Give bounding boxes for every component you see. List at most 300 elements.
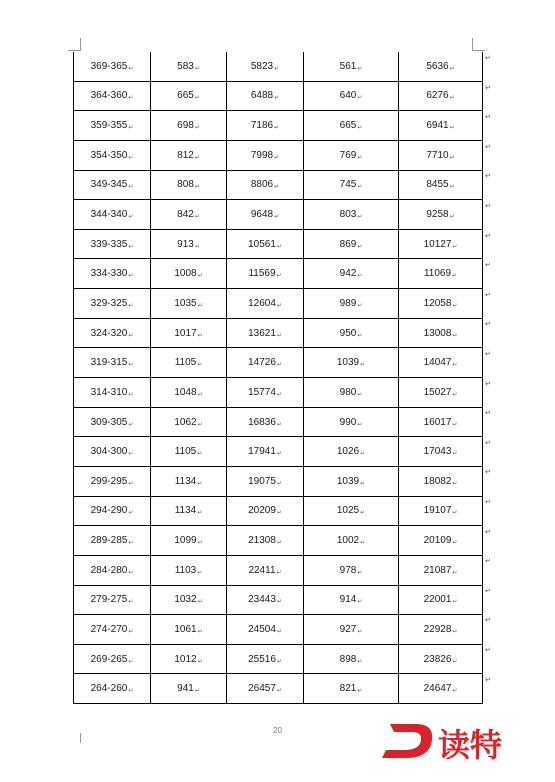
cell-value: 561 xyxy=(339,60,357,72)
cell-value: 364-360 xyxy=(90,90,128,102)
cell-end-mark: ↵ xyxy=(357,569,363,576)
cell-end-mark: ↵ xyxy=(452,688,458,695)
table-cell xyxy=(227,140,304,170)
row-end-mark: ↵ xyxy=(485,380,491,388)
cell-value: 941 xyxy=(177,683,194,695)
cell-value: 17941 xyxy=(248,446,276,458)
table-cell xyxy=(151,555,227,585)
row-end-mark: ↵ xyxy=(485,55,491,62)
table-cell xyxy=(227,674,304,704)
cell-end-mark: ↵ xyxy=(449,65,455,72)
cell-value: 914 xyxy=(339,594,357,606)
cell-value: 21308 xyxy=(248,535,276,547)
table-cell xyxy=(151,200,227,230)
cell-end-mark: ↵ xyxy=(452,391,458,398)
table-row xyxy=(74,378,483,408)
cell-end-mark: ↵ xyxy=(194,243,200,250)
cell-value: 1039 xyxy=(336,357,360,369)
table-cell xyxy=(151,289,227,319)
cell-end-mark: ↵ xyxy=(357,658,363,665)
dute-logo xyxy=(376,718,516,766)
cell-end-mark: ↵ xyxy=(449,125,455,132)
table-cell xyxy=(227,348,304,378)
cell-end-mark: ↵ xyxy=(274,184,280,191)
row-end-mark: ↵ xyxy=(485,203,491,210)
cell-end-mark: ↵ xyxy=(357,243,363,250)
cell-end-mark: ↵ xyxy=(274,214,280,221)
cell-value: 6941 xyxy=(426,120,449,132)
table-cell xyxy=(74,170,151,200)
cell-value: 898 xyxy=(339,653,357,665)
cell-value: 950 xyxy=(339,327,357,339)
cell-end-mark: ↵ xyxy=(357,154,363,161)
cell-value: 304-300 xyxy=(90,446,128,458)
row-end-mark: ↵ xyxy=(485,587,491,595)
cell-end-mark: ↵ xyxy=(452,273,458,280)
table-row xyxy=(74,674,483,704)
row-end-mark: ↵ xyxy=(485,676,491,684)
table-row xyxy=(74,318,483,348)
table-cell xyxy=(74,585,151,615)
cell-value: 22001 xyxy=(423,594,452,606)
cell-end-mark: ↵ xyxy=(452,599,458,606)
cell-end-mark: ↵ xyxy=(128,421,134,428)
table-cell xyxy=(151,674,227,704)
table-cell xyxy=(304,378,399,408)
table-cell xyxy=(151,496,227,526)
table-cell xyxy=(304,466,399,496)
table-cell xyxy=(151,229,227,259)
cell-end-mark: ↵ xyxy=(452,362,458,369)
row-end-mark: ↵ xyxy=(485,647,491,654)
cell-value: 842 xyxy=(177,209,194,221)
table-cell xyxy=(227,496,304,526)
cell-end-mark: ↵ xyxy=(357,421,363,428)
table-cell xyxy=(151,52,227,81)
cell-end-mark: ↵ xyxy=(276,243,282,250)
row-end-mark: ↵ xyxy=(485,410,491,418)
row-end-mark: ↵ xyxy=(485,84,491,92)
table-cell xyxy=(74,111,151,141)
cell-end-mark: ↵ xyxy=(197,569,203,576)
table-cell xyxy=(151,140,227,170)
cell-end-mark: ↵ xyxy=(128,362,134,369)
table-cell xyxy=(304,170,399,200)
cell-end-mark: ↵ xyxy=(197,480,203,487)
table-cell xyxy=(227,407,304,437)
cell-value: 314-310 xyxy=(90,386,128,398)
score-distribution-table xyxy=(73,52,483,704)
cell-end-mark: ↵ xyxy=(452,480,458,487)
cell-end-mark: ↵ xyxy=(357,214,363,221)
cell-end-mark: ↵ xyxy=(197,421,203,428)
cell-end-mark: ↵ xyxy=(452,540,458,547)
cell-end-mark: ↵ xyxy=(274,65,280,72)
cell-end-mark: ↵ xyxy=(197,628,203,635)
table-cell xyxy=(399,81,483,111)
cell-value: 13621 xyxy=(248,327,276,339)
cell-value: 1002 xyxy=(336,535,360,547)
row-end-mark: ↵ xyxy=(485,291,491,299)
table-cell xyxy=(227,170,304,200)
cell-end-mark: ↵ xyxy=(274,95,280,102)
table-cell xyxy=(304,318,399,348)
table-cell xyxy=(399,585,483,615)
table-cell xyxy=(74,229,151,259)
table-cell xyxy=(74,378,151,408)
table-cell xyxy=(151,615,227,645)
table-cell xyxy=(399,526,483,556)
table-cell xyxy=(227,81,304,111)
cell-value: 294-290 xyxy=(90,505,128,517)
cell-value: 1103 xyxy=(174,564,197,576)
cell-end-mark: ↵ xyxy=(197,273,203,280)
cell-end-mark: ↵ xyxy=(360,451,366,458)
table-cell xyxy=(399,289,483,319)
table-cell xyxy=(304,674,399,704)
table-cell xyxy=(399,644,483,674)
cell-end-mark: ↵ xyxy=(128,391,134,398)
row-end-mark: ↵ xyxy=(485,232,491,240)
cell-end-mark: ↵ xyxy=(128,688,134,695)
cell-value: 1012 xyxy=(174,653,197,665)
cell-end-mark: ↵ xyxy=(452,332,458,339)
table-cell xyxy=(304,526,399,556)
table-cell xyxy=(227,378,304,408)
cell-end-mark: ↵ xyxy=(360,480,366,487)
cell-end-mark: ↵ xyxy=(276,332,282,339)
cell-value: 1032 xyxy=(174,594,197,606)
cell-end-mark: ↵ xyxy=(197,599,203,606)
cell-value: 289-285 xyxy=(90,535,128,547)
table-cell xyxy=(304,289,399,319)
cell-value: 13008 xyxy=(423,327,452,339)
cell-end-mark: ↵ xyxy=(357,302,363,309)
cell-end-mark: ↵ xyxy=(128,540,134,547)
cell-value: 10561 xyxy=(248,238,276,250)
cell-end-mark: ↵ xyxy=(452,658,458,665)
cell-end-mark: ↵ xyxy=(276,688,282,695)
cell-end-mark: ↵ xyxy=(449,184,455,191)
cell-value: 989 xyxy=(339,297,357,309)
cell-value: 942 xyxy=(339,268,357,280)
cell-end-mark: ↵ xyxy=(128,510,134,517)
table-cell xyxy=(399,615,483,645)
cell-value: 980 xyxy=(339,386,357,398)
table-cell xyxy=(304,615,399,645)
table-cell xyxy=(304,496,399,526)
cell-value: 5823 xyxy=(250,60,274,72)
table-cell xyxy=(151,81,227,111)
table-cell xyxy=(399,229,483,259)
cell-end-mark: ↵ xyxy=(128,154,134,161)
cell-end-mark: ↵ xyxy=(276,510,282,517)
cell-value: 803 xyxy=(339,209,357,221)
row-end-mark: ↵ xyxy=(485,617,491,625)
cell-value: 16017 xyxy=(423,416,452,428)
cell-end-mark: ↵ xyxy=(360,510,366,517)
cell-end-mark: ↵ xyxy=(194,214,200,221)
cell-end-mark: ↵ xyxy=(128,332,134,339)
cell-value: 7998 xyxy=(250,149,274,161)
table-row xyxy=(74,585,483,615)
cell-end-mark: ↵ xyxy=(276,391,282,398)
cell-value: 324-320 xyxy=(90,327,128,339)
cell-end-mark: ↵ xyxy=(357,332,363,339)
table-cell xyxy=(227,289,304,319)
table-cell xyxy=(399,318,483,348)
cell-end-mark: ↵ xyxy=(452,451,458,458)
table-cell xyxy=(74,615,151,645)
cell-value: 7710 xyxy=(426,149,449,161)
table-cell xyxy=(74,289,151,319)
cell-end-mark: ↵ xyxy=(197,540,203,547)
cell-end-mark: ↵ xyxy=(194,154,200,161)
table-cell xyxy=(304,585,399,615)
cell-end-mark: ↵ xyxy=(194,184,200,191)
cell-end-mark: ↵ xyxy=(197,451,203,458)
table-row xyxy=(74,437,483,467)
cell-value: 26457 xyxy=(248,683,276,695)
cell-value: 1099 xyxy=(174,535,197,547)
table-cell xyxy=(227,466,304,496)
table-cell xyxy=(74,259,151,289)
cell-value: 869 xyxy=(339,238,357,250)
cell-end-mark: ↵ xyxy=(128,628,134,635)
cell-end-mark: ↵ xyxy=(128,95,134,102)
cell-end-mark: ↵ xyxy=(276,362,282,369)
table-cell xyxy=(227,111,304,141)
cell-value: 5636 xyxy=(426,60,449,72)
table-cell xyxy=(151,170,227,200)
table-cell xyxy=(399,378,483,408)
table-cell xyxy=(74,674,151,704)
cell-end-mark: ↵ xyxy=(128,243,134,250)
cell-value: 11569 xyxy=(248,268,276,280)
cell-end-mark: ↵ xyxy=(128,302,134,309)
table-cell xyxy=(304,437,399,467)
cell-end-mark: ↵ xyxy=(128,569,134,576)
cell-value: 21087 xyxy=(423,564,452,576)
cell-value: 745 xyxy=(339,179,357,191)
cell-value: 279-275 xyxy=(90,594,128,606)
row-end-mark: ↵ xyxy=(485,351,491,358)
table-cell xyxy=(227,259,304,289)
table-row xyxy=(74,407,483,437)
cell-value: 821 xyxy=(339,683,357,695)
cell-value: 1035 xyxy=(174,297,197,309)
cell-end-mark: ↵ xyxy=(276,658,282,665)
table-cell xyxy=(227,229,304,259)
cell-end-mark: ↵ xyxy=(274,154,280,161)
table-cell xyxy=(227,318,304,348)
table-cell xyxy=(399,496,483,526)
table-cell xyxy=(74,555,151,585)
table-cell xyxy=(227,644,304,674)
cell-end-mark: ↵ xyxy=(197,658,203,665)
table-cell xyxy=(399,407,483,437)
cell-end-mark: ↵ xyxy=(128,214,134,221)
table-cell xyxy=(304,259,399,289)
cell-value: 1105 xyxy=(174,446,197,458)
table-cell xyxy=(151,111,227,141)
cell-end-mark: ↵ xyxy=(360,540,366,547)
cell-end-mark: ↵ xyxy=(449,154,455,161)
cell-value: 329-325 xyxy=(90,297,128,309)
table-cell xyxy=(304,555,399,585)
table-row xyxy=(74,52,483,81)
table-row xyxy=(74,170,483,200)
table-row xyxy=(74,496,483,526)
cell-value: 24647 xyxy=(423,683,452,695)
cell-value: 6276 xyxy=(426,90,449,102)
table-cell xyxy=(399,170,483,200)
cell-end-mark: ↵ xyxy=(276,480,282,487)
table-row xyxy=(74,111,483,141)
table-cell xyxy=(74,52,151,81)
cell-end-mark: ↵ xyxy=(276,273,282,280)
cell-value: 22928 xyxy=(423,623,452,635)
cell-value: 665 xyxy=(339,120,357,132)
cell-value: 1134 xyxy=(174,475,197,487)
cell-value: 1026 xyxy=(336,446,360,458)
cell-end-mark: ↵ xyxy=(360,362,366,369)
row-end-mark: ↵ xyxy=(485,469,491,477)
cell-end-mark: ↵ xyxy=(357,688,363,695)
table-cell xyxy=(74,318,151,348)
cell-value: 334-330 xyxy=(90,268,128,280)
table-cell xyxy=(304,200,399,230)
cell-value: 1008 xyxy=(174,268,197,280)
row-end-mark: ↵ xyxy=(485,499,491,506)
table-cell xyxy=(227,615,304,645)
cell-end-mark: ↵ xyxy=(197,391,203,398)
table-cell xyxy=(304,111,399,141)
cell-end-mark: ↵ xyxy=(197,332,203,339)
cell-value: 9258 xyxy=(426,209,449,221)
table-row xyxy=(74,289,483,319)
cell-end-mark: ↵ xyxy=(197,302,203,309)
cell-end-mark: ↵ xyxy=(128,184,134,191)
cell-end-mark: ↵ xyxy=(357,184,363,191)
cell-end-mark: ↵ xyxy=(197,362,203,369)
cell-value: 339-335 xyxy=(90,238,128,250)
cell-value: 284-280 xyxy=(90,564,128,576)
cell-value: 16836 xyxy=(248,416,276,428)
table-cell xyxy=(151,644,227,674)
row-end-mark: ↵ xyxy=(485,262,491,270)
table-cell xyxy=(227,200,304,230)
table-row xyxy=(74,644,483,674)
cell-value: 17043 xyxy=(423,446,452,458)
table-cell xyxy=(304,348,399,378)
cell-end-mark: ↵ xyxy=(128,451,134,458)
table-cell xyxy=(151,407,227,437)
cell-value: 583 xyxy=(177,60,194,72)
table-row xyxy=(74,348,483,378)
cell-value: 18082 xyxy=(423,475,452,487)
cell-end-mark: ↵ xyxy=(357,95,363,102)
cell-end-mark: ↵ xyxy=(276,628,282,635)
table-cell xyxy=(399,52,483,81)
cell-end-mark: ↵ xyxy=(276,302,282,309)
table-row xyxy=(74,229,483,259)
cell-value: 23443 xyxy=(248,594,276,606)
cell-value: 927 xyxy=(339,623,357,635)
cell-value: 1025 xyxy=(336,505,360,517)
cell-value: 349-345 xyxy=(90,179,128,191)
cell-value: 354-350 xyxy=(90,149,128,161)
cell-end-mark: ↵ xyxy=(128,65,134,72)
table-cell xyxy=(399,140,483,170)
table-cell xyxy=(304,407,399,437)
cell-value: 299-295 xyxy=(90,475,128,487)
cell-end-mark: ↵ xyxy=(194,65,200,72)
cell-value: 269-265 xyxy=(90,653,128,665)
logo-text: 读特 xyxy=(438,726,503,764)
cell-value: 319-315 xyxy=(90,357,128,369)
table-row xyxy=(74,259,483,289)
row-end-mark: ↵ xyxy=(485,173,491,181)
table-cell xyxy=(304,81,399,111)
cell-end-mark: ↵ xyxy=(276,421,282,428)
cell-value: 808 xyxy=(177,179,194,191)
table-cell xyxy=(304,644,399,674)
cell-value: 698 xyxy=(177,120,194,132)
cell-end-mark: ↵ xyxy=(128,125,134,132)
table-cell xyxy=(74,437,151,467)
cell-value: 20209 xyxy=(248,505,276,517)
cell-value: 23826 xyxy=(423,653,452,665)
table-cell xyxy=(151,259,227,289)
cell-value: 10127 xyxy=(423,238,452,250)
cell-end-mark: ↵ xyxy=(357,273,363,280)
table-cell xyxy=(399,348,483,378)
table-cell xyxy=(151,526,227,556)
cell-value: 14726 xyxy=(248,357,276,369)
table-row xyxy=(74,615,483,645)
cell-value: 19075 xyxy=(248,475,276,487)
cell-end-mark: ↵ xyxy=(452,243,458,250)
cell-value: 24504 xyxy=(248,623,276,635)
table-cell xyxy=(399,674,483,704)
table-cell xyxy=(74,644,151,674)
cell-value: 1061 xyxy=(174,623,197,635)
row-end-mark: ↵ xyxy=(485,558,491,566)
page-number: 20 xyxy=(273,726,282,735)
cell-value: 990 xyxy=(339,416,357,428)
cell-value: 12058 xyxy=(423,297,452,309)
row-end-mark: ↵ xyxy=(485,439,491,447)
cell-end-mark: ↵ xyxy=(452,421,458,428)
table-cell xyxy=(151,585,227,615)
table-cell xyxy=(304,140,399,170)
table-cell xyxy=(74,496,151,526)
cell-value: 12604 xyxy=(248,297,276,309)
cell-value: 15027 xyxy=(423,386,452,398)
cell-value: 665 xyxy=(177,90,194,102)
cell-end-mark: ↵ xyxy=(274,125,280,132)
cell-end-mark: ↵ xyxy=(357,125,363,132)
cell-end-mark: ↵ xyxy=(276,599,282,606)
table-row xyxy=(74,200,483,230)
table-cell xyxy=(304,229,399,259)
cell-end-mark: ↵ xyxy=(276,569,282,576)
row-end-mark: ↵ xyxy=(485,321,491,329)
cell-value: 1062 xyxy=(174,416,197,428)
crop-mark-top-right xyxy=(472,38,485,51)
cell-end-mark: ↵ xyxy=(449,214,455,221)
